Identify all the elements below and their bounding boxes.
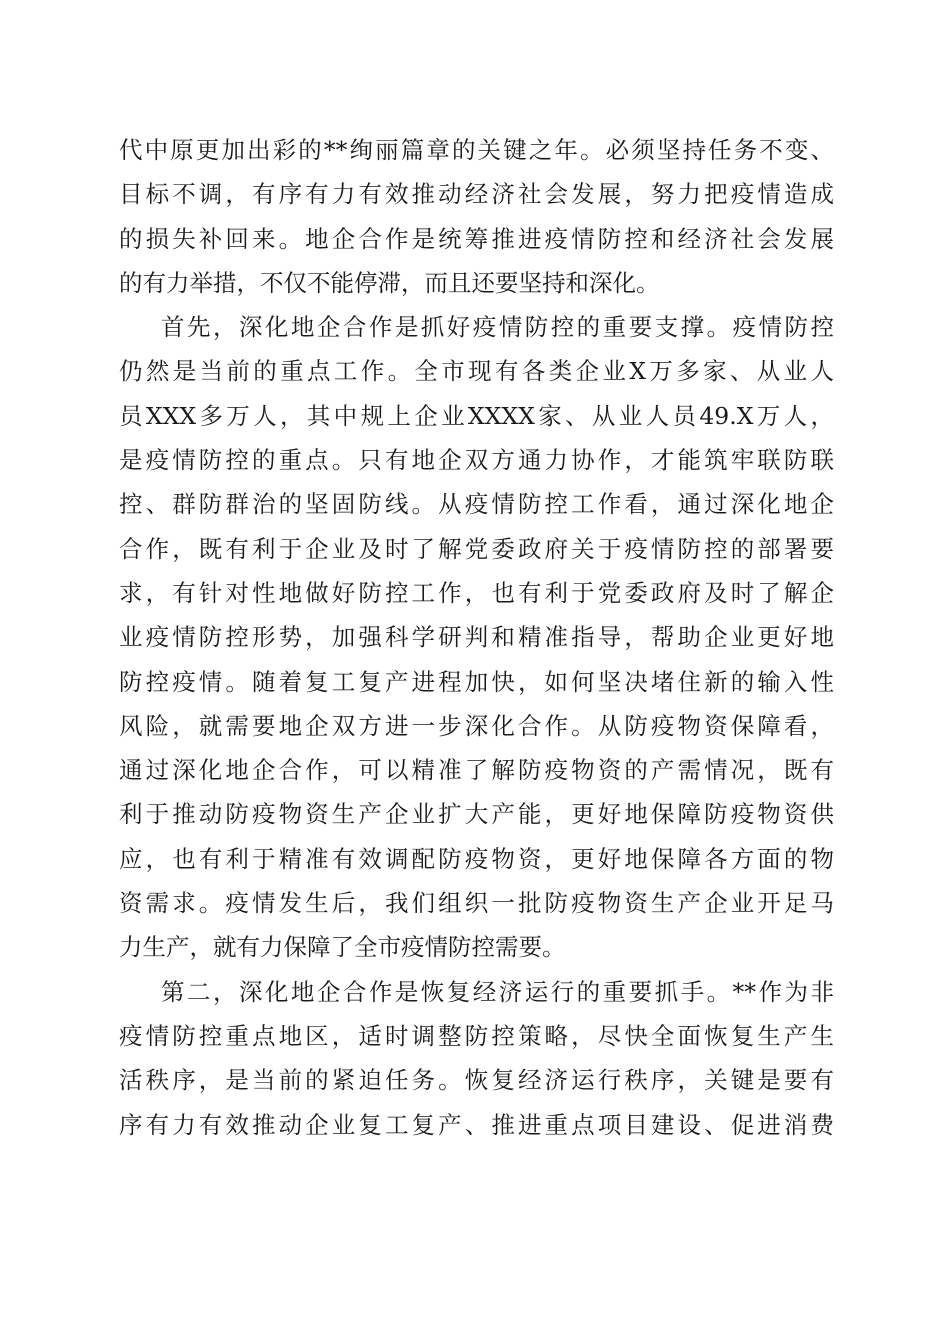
text-line: 是疫情防控的重点。只有地企双方通力协作，才能筑牢联防联 bbox=[119, 446, 834, 475]
text-line: 力生产，就有力保障了全市疫情防控需要。 bbox=[119, 933, 566, 962]
text-line: 疫情防控重点地区，适时调整防控策略，尽快全面恢复生产生 bbox=[119, 1021, 834, 1050]
text-line: 控、群防群治的坚固防线。从疫情防控工作看，通过深化地企 bbox=[119, 490, 834, 519]
text-line: 序有力有效推动企业复工复产、推进重点项目建设、促进消费 bbox=[119, 1110, 834, 1139]
document-body bbox=[119, 128, 834, 1147]
text-line: 应，也有利于精准有效调配防疫物资，更好地保障各方面的物 bbox=[119, 844, 834, 873]
text-line: 的损失补回来。地企合作是统筹推进疫情防控和经济社会发展 bbox=[119, 224, 834, 253]
text-line: 第二，深化地企合作是恢复经济运行的重要抓手。**作为非 bbox=[161, 977, 834, 1006]
text-line: 求，有针对性地做好防控工作，也有利于党委政府及时了解企 bbox=[119, 578, 834, 607]
text-line: 通过深化地企合作，可以精准了解防疫物资的产需情况，既有 bbox=[119, 756, 834, 785]
text-line: 风险，就需要地企双方进一步深化合作。从防疫物资保障看， bbox=[119, 711, 834, 740]
text-line: 仍然是当前的重点工作。全市现有各类企业X万多家、从业人 bbox=[119, 357, 834, 386]
text-line: 的有力举措，不仅不能停滞，而且还要坚持和深化。 bbox=[119, 268, 660, 297]
text-line: 首先，深化地企合作是抓好疫情防控的重要支撑。疫情防控 bbox=[161, 313, 834, 342]
text-line: 防控疫情。随着复工复产进程加快，如何坚决堵住新的输入性 bbox=[119, 667, 834, 696]
text-line: 代中原更加出彩的**绚丽篇章的关键之年。必须坚持任务不变、 bbox=[119, 136, 834, 164]
text-line: 员XXX多万人，其中规上企业XXXX家、从业人员49.X万人， bbox=[119, 401, 834, 430]
text-line: 合作，既有利于企业及时了解党委政府关于疫情防控的部署要 bbox=[119, 534, 834, 563]
text-line: 业疫情防控形势，加强科学研判和精准指导，帮助企业更好地 bbox=[119, 623, 834, 652]
text-line: 资需求。疫情发生后，我们组织一批防疫物资生产企业开足马 bbox=[119, 889, 834, 918]
text-line: 目标不调，有序有力有效推动经济社会发展，努力把疫情造成 bbox=[119, 180, 834, 209]
text-line: 活秩序，是当前的紧迫任务。恢复经济运行秩序，关键是要有 bbox=[119, 1066, 834, 1095]
text-line: 利于推动防疫物资生产企业扩大产能，更好地保障防疫物资供 bbox=[119, 800, 834, 829]
